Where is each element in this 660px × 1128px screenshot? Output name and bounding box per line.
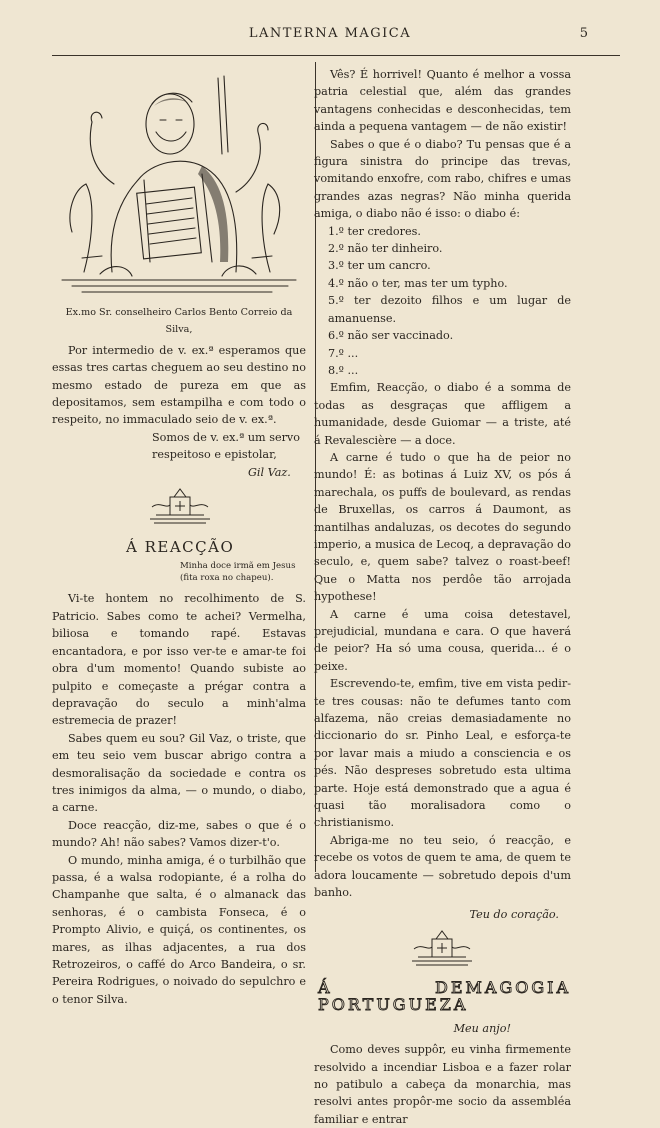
letter-closing-line-2: respeitoso e epistolar, (152, 448, 277, 462)
diabo-list (314, 223, 571, 380)
letter-closing-line-1: Somos de v. ex.ª um servo (152, 430, 300, 444)
reaccao-continued-paragraph: Vês? É horrivel! Quanto é melhor a vossa patria celestial que, além das grandes vantagens conhecidas e desconhecidas, tem ainda a pequena vantagem — de não existir! (314, 68, 571, 134)
reaccao-paragraph: Doce reacção, diz-me, sabes o que é o mundo? Ah! não sabes? Vamos dizer-t'o. (52, 818, 306, 850)
running-header-title: LANTERNA MAGICA (248, 26, 412, 41)
epigraph: Minha doce irmã em Jesus (fita roxa no chapeu). (180, 561, 296, 584)
letter-signature: Gil Vaz. (248, 465, 291, 479)
illustration-caption (52, 304, 306, 339)
list-item: 2.º não ter dinheiro. (328, 242, 443, 256)
caption-text: Sr. conselheiro Carlos Bento Correio da Silva, (99, 307, 293, 336)
caption-prefix: Ex.mo (65, 307, 96, 318)
section-title-demagogia: Á DEMAGOGIA PORTUGUEZA (318, 977, 571, 1015)
reaccao-paragraph: Vi-te hontem no recolhimento de S. Patricio. Sabes como te achei? Vermelha, biliosa e tomando rapé. Estavas encantadora, e por isso ver-te e amar-te foi obra d'um momento! Quando subiste ao pulpito e começaste a prégar contra a depravação do seculo a minh'alma estremecia de prazer! (52, 592, 306, 728)
reaccao-paragraph: O mundo, minha amiga, é o turbilhão que passa, é a walsa rodopiante, é a rolha do Champanhe que salta, é o almanack das senhoras, é o cambista Fonseca, é o Prompto Alivio, e quiçá, os continentes, os mares, as ilhas adjacentes, a rua dos Retrozeiros, o caffé do Arco Bandeira, o sr. Pereira Rodrigues, o noivado do sepulchro e o tenor Silva. (52, 853, 306, 1006)
caricature-illustration (52, 62, 306, 300)
right-column (314, 66, 571, 1128)
reaccao-paragraph: A carne é tudo o que ha de peior no mundo! É: as botinas á Luiz XV, os pós á marechala, os puffs de boulevard, as rendas de Bruxellas, os carros á Daumont, as mantilhas andaluzas, os decotes do segundo imperio, a musica de Lecoq, a depravação do seculo, e, quem sabe? talvez o roast-beef! Que o Matta nos perdôe tão arrojada hypothese! (314, 450, 571, 604)
list-item: 3.º ter um cancro. (328, 259, 431, 273)
list-item: 7.º ... (328, 346, 359, 360)
reaccao-closing: Teu do coração. (469, 907, 559, 921)
list-item: 6.º não ser vaccinado. (328, 329, 454, 343)
demagogia-salutation: Meu anjo! (453, 1021, 511, 1035)
reaccao-paragraph: Sabes quem eu sou? Gil Vaz, o triste, que em teu seio vem buscar abrigo contra a desmoralisação da sociedade e contra os tres inimigos da alma, — o mundo, o diabo, a carne. (52, 731, 306, 815)
ornament-icon (52, 485, 306, 529)
demagogia-paragraph: Como deves suppôr, eu vinha firmemente resolvido a incendiar Lisboa e a fazer rolar no patibulo a cabeça da monarchia, mas resolvi antes propôr-me socio da assembléa familiar e entrar (314, 1043, 571, 1126)
reaccao-paragraph: Emfim, Reacção, o diabo é a somma de todas as desgraças que affligem a humanidade, desde Guiomar — a triste, até á Revalescière — a doce. (314, 381, 571, 447)
header-rule (52, 55, 620, 56)
page-number: 5 (579, 26, 588, 41)
reaccao-paragraph: Escrevendo-te, emfim, tive em vista pedir-te tres cousas: não te defumes tanto com alfazema, não creias demasiadamente no diccionario do sr. Pinho Leal, e esforça-te por lavar mais a miudo a consciencia e os pés. Não despreses sobretudo esta ultima parte. Hoje está demonstrado que a agua é quasi tão moralisadora como o christianismo. (314, 677, 571, 830)
ornament-icon (314, 927, 571, 971)
left-column (52, 62, 306, 1008)
list-item: 4.º não o ter, mas ter um typho. (328, 276, 508, 290)
diabo-intro-paragraph: Sabes o que é o diabo? Tu pensas que é a figura sinistra do principe das trevas, vomitando enxofre, com rabo, chifres e umas grandes azas negras? Não minha querida amiga, o diabo não é isso: o diabo é: (314, 137, 571, 221)
reaccao-paragraph: Abriga-me no teu seio, ó reacção, e recebe os votos de quem te ama, de quem te adora loucamente — sobretudo depois d'um banho. (314, 833, 571, 900)
letter-paragraph: Por intermedio de v. ex.ª esperamos que essas tres cartas cheguem ao seu destino no mesmo estado de pureza em que as depositamos, sem estampilha e com todo o respeito, no immaculado seio de v. ex.ª. (52, 343, 306, 427)
list-item: 1.º ter credores. (328, 224, 421, 238)
list-item: 5.º ter dezoito filhos e um lugar de amanuense. (328, 294, 571, 325)
section-title-reaccao: Á REACÇÃO (126, 538, 235, 557)
reaccao-paragraph: A carne é uma coisa detestavel, prejudicial, mundana e cara. O que haverá de peior? Ha só uma cousa, querida... é o peixe. (314, 607, 571, 673)
list-item: 8.º ... (328, 363, 359, 377)
